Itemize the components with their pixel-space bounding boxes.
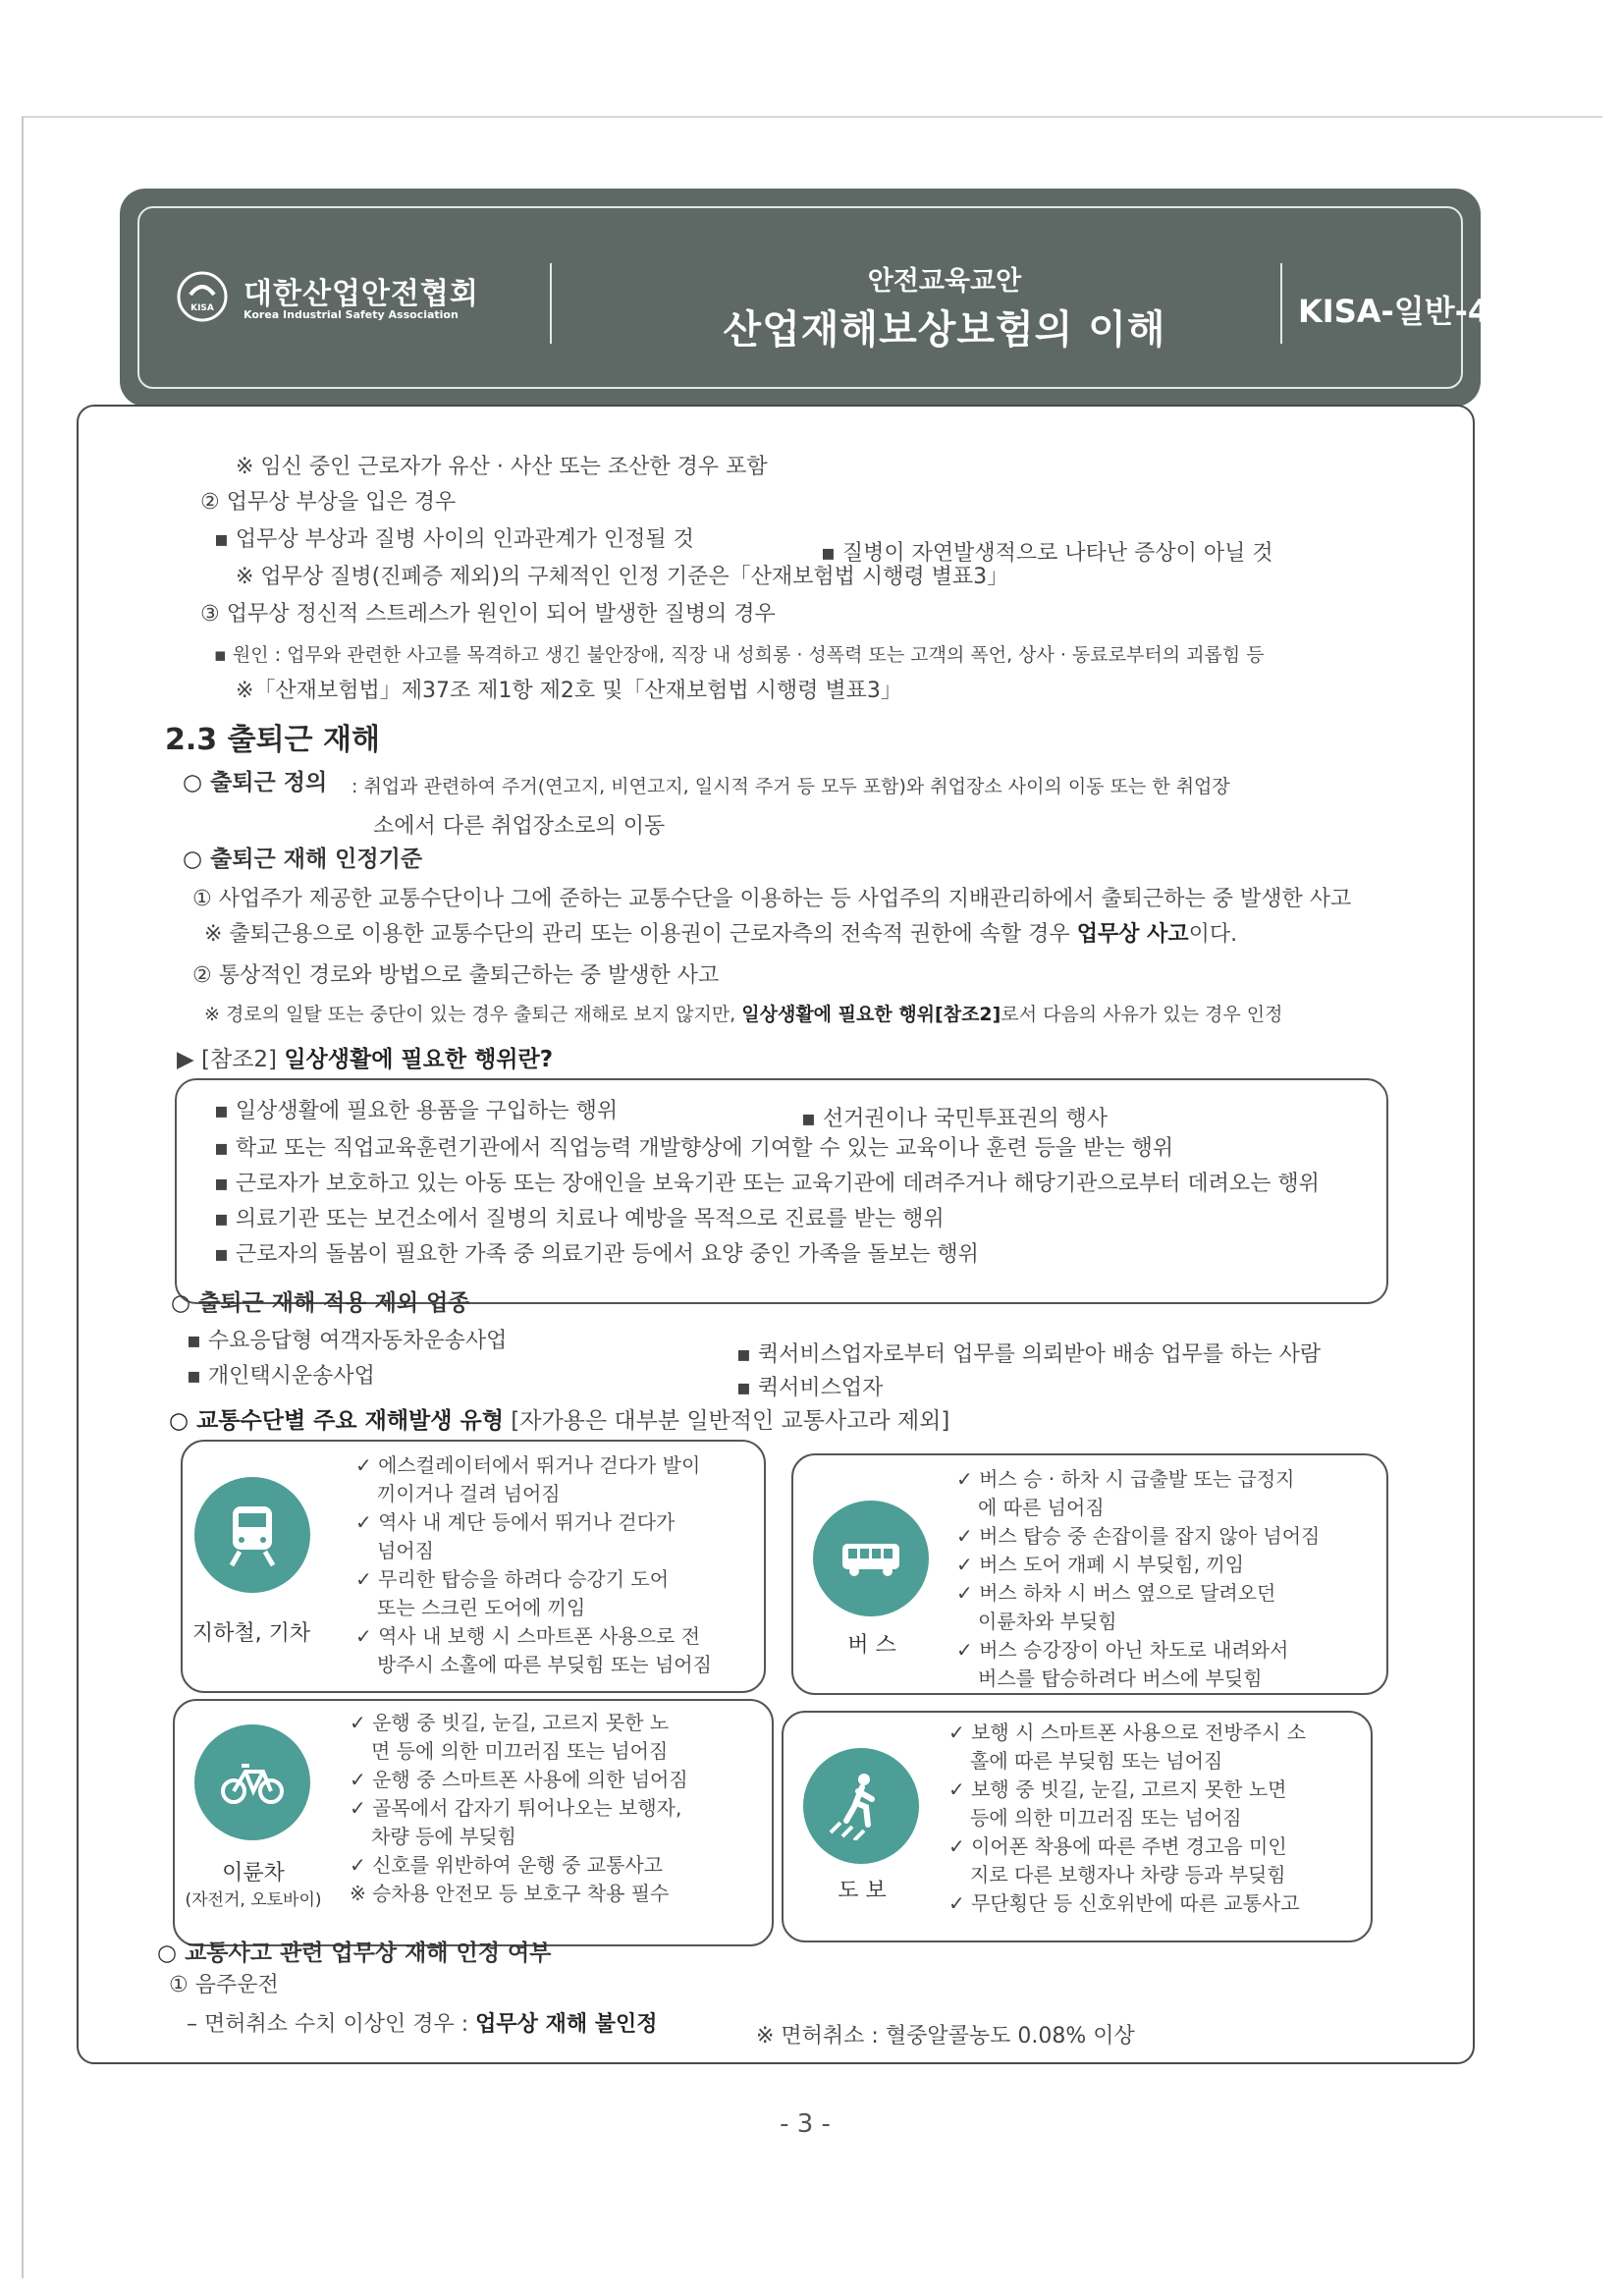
hazard-item: ✓ 에스컬레이터에서 뛰거나 걷다가 발이: [355, 1453, 701, 1477]
transport-box-bus: [791, 1453, 1388, 1695]
transport-sublabel: (자전거, 오토바이): [185, 1890, 322, 1910]
hazard-item: 넘어짐: [377, 1539, 434, 1562]
reference-item: ▪ 의료기관 또는 보건소에서 질병의 치료나 예방을 목적으로 진료를 받는 행위: [214, 1207, 945, 1231]
hazard-item: ✓ 버스 탑승 중 손잡이를 잡지 않아 넘어짐: [956, 1524, 1321, 1548]
hazard-item: ✓ 골목에서 갑자기 튀어나오는 보행자,: [350, 1796, 682, 1820]
header-divider: [550, 263, 552, 344]
reference-item: ▪ 일상생활에 필요한 용품을 구입하는 행위: [214, 1099, 619, 1123]
hazard-item: ✓ 무단횡단 등 신호위반에 따른 교통사고: [948, 1891, 1300, 1915]
note-line: ※ 업무상 질병(진폐증 제외)의 구체적인 인정 기준은「산재보험법 시행령 별표3」: [236, 565, 1009, 589]
exclusion-item: ▪ 개인택시운송사업: [187, 1364, 375, 1389]
transport-label: 이륜차: [222, 1861, 285, 1886]
reference-box: [175, 1078, 1388, 1304]
bicycle-icon-graphic: [218, 1748, 287, 1817]
bullet-line: ▪ 업무상 부상과 질병 사이의 인과관계가 인정될 것: [214, 527, 694, 552]
hazard-item: ✓ 보행 시 스마트폰 사용으로 전방주시 소: [948, 1721, 1307, 1744]
document-title: 산업재해보상보험의 이해: [723, 307, 1166, 353]
definition-label: ○ 출퇴근 정의: [183, 770, 328, 795]
transport-types-title: ○ 교통수단별 주요 재해발생 유형: [169, 1408, 504, 1434]
kisa-logo-icon: [177, 271, 228, 322]
hazard-item: ✓ 버스 승 · 하차 시 급출발 또는 급정지: [956, 1467, 1295, 1491]
hazard-item: 방주시 소홀에 따른 부딪힘 또는 넘어짐: [377, 1653, 712, 1676]
transport-box-bicycle: [173, 1699, 774, 1946]
train-icon: [194, 1477, 310, 1593]
transport-hazards: [350, 1709, 688, 1908]
criteria-note-end: 이다.: [1188, 922, 1238, 947]
transport-types-note: [자가용은 대부분 일반적인 교통사고라 제외]: [511, 1408, 950, 1434]
hazard-item: 에 따른 넘어짐: [978, 1496, 1105, 1519]
note-line: ※「산재보험법」제37조 제1항 제2호 및「산재보험법 시행령 별표3」: [236, 679, 902, 703]
bicycle-icon: [194, 1724, 310, 1840]
traffic-accident-heading: ○ 교통사고 관련 업무상 재해 인정 여부: [157, 1941, 552, 1966]
transport-label: 버 스: [847, 1633, 896, 1658]
exclusion-item: ▪ 수요응답형 여객자동차운송사업: [187, 1329, 508, 1353]
header-subtitle: 안전교육교안: [867, 266, 1022, 297]
exclusion-item: ▪ 퀵서비스업자로부터 업무를 의뢰받아 배송 업무를 하는 사람: [736, 1342, 1322, 1367]
hazard-item: ✓ 운행 중 빗길, 눈길, 고르지 못한 노: [350, 1711, 670, 1734]
hazard-item: 홀에 따른 부딪힘 또는 넘어짐: [970, 1749, 1223, 1773]
transport-types-heading: [169, 1402, 949, 1435]
hazard-item: ✓ 버스 하차 시 버스 옆으로 달려오던: [956, 1581, 1276, 1605]
criteria-heading: ○ 출퇴근 재해 인정기준: [183, 847, 423, 872]
reference-question: 일상생활에 필요한 행위란?: [284, 1047, 554, 1072]
criteria-note-text: ※ 경로의 일탈 또는 중단이 있는 경우 출퇴근 재해로 보지 않지만,: [204, 1004, 736, 1025]
hazard-item: ✓ 보행 중 빗길, 눈길, 고르지 못한 노면: [948, 1777, 1287, 1801]
criteria-item: ① 사업주가 제공한 교통수단이나 그에 준하는 교통수단을 이용하는 등 사업주의 지배관리하에서 출퇴근하는 중 발생한 사고: [192, 887, 1352, 911]
org-name-korean: 대한산업안전협회: [243, 277, 479, 311]
transport-label: 도 보: [838, 1879, 887, 1903]
exclusion-item: ▪ 퀵서비스업자: [736, 1376, 884, 1400]
hazard-item: 차량 등에 부딪힘: [371, 1825, 516, 1848]
document-code: KISA-일반-48: [1298, 293, 1512, 330]
hazard-item: ※ 승차용 안전모 등 보호구 착용 필수: [350, 1882, 670, 1905]
criteria-note: [204, 1000, 1283, 1026]
page-number: - 3 -: [780, 2109, 831, 2139]
item-line: ② 업무상 부상을 입은 경우: [200, 490, 457, 515]
kisa-logo: [177, 265, 479, 334]
train-icon-graphic: [218, 1501, 287, 1569]
hazard-item: 버스를 탑승하려다 버스에 부딪힘: [978, 1667, 1263, 1690]
hazard-item: 면 등에 의한 미끄러짐 또는 넘어짐: [371, 1739, 669, 1763]
reference-item: ▪ 근로자의 돌봄이 필요한 가족 중 의료기관 등에서 요양 중인 가족을 돌보는 행위: [214, 1242, 979, 1267]
hazard-item: 이륜차와 부딪힘: [978, 1610, 1117, 1633]
transport-hazards: [355, 1451, 712, 1679]
license-revocation-text: – 면허취소 수치 이상인 경우 :: [187, 2012, 469, 2037]
criteria-note-bold: 일상생활에 필요한 행위[참조2]: [741, 1004, 1001, 1025]
pedestrian-icon: [803, 1748, 919, 1864]
hazard-item: ✓ 무리한 탑승을 하려다 승강기 도어: [355, 1567, 670, 1591]
hazard-item: ✓ 이어폰 착용에 따른 주변 경고음 미인: [948, 1834, 1287, 1858]
exclusion-heading: ○ 출퇴근 재해 적용 제외 업종: [171, 1290, 470, 1316]
transport-box-walking: [782, 1711, 1373, 1942]
criteria-note-bold: 업무상 사고: [1076, 922, 1189, 947]
hazard-item: ✓ 신호를 위반하여 운행 중 교통사고: [350, 1853, 664, 1877]
hazard-item: ✓ 역사 내 보행 시 스마트폰 사용으로 전: [355, 1624, 701, 1648]
pedestrian-icon-graphic: [827, 1772, 895, 1840]
reference-tag: ▶ [참조2]: [177, 1047, 278, 1072]
org-name-english: Korea Industrial Safety Association: [243, 308, 459, 321]
reference-item: ▪ 선거권이나 국민투표권의 행사: [801, 1107, 1109, 1131]
header-divider: [1280, 263, 1282, 344]
hazard-item: ✓ 버스 도어 개폐 시 부딪힘, 끼임: [956, 1553, 1245, 1576]
document-header: [120, 189, 1512, 407]
hazard-item: ✓ 운행 중 스마트폰 사용에 의한 넘어짐: [350, 1768, 688, 1791]
transport-box-train: [181, 1440, 766, 1693]
criteria-item: ② 통상적인 경로와 방법으로 출퇴근하는 중 발생한 사고: [192, 963, 720, 988]
hazard-item: 지로 다른 보행자나 차량 등과 부딪힘: [970, 1863, 1286, 1886]
section-heading: 2.3 출퇴근 재해: [165, 723, 380, 757]
hazard-item: ✓ 버스 승강장이 아닌 차도로 내려와서: [956, 1638, 1289, 1662]
bus-icon: [813, 1501, 929, 1616]
reference-item: ▪ 근로자가 보호하고 있는 아동 또는 장애인을 보육기관 또는 교육기관에 데려주거나 해당기관으로부터 데려오는 행위: [214, 1172, 1320, 1196]
not-recognized-text: 업무상 재해 불인정: [475, 2012, 658, 2037]
item-line: ③ 업무상 정신적 스트레스가 원인이 되어 발생한 질병의 경우: [200, 602, 776, 627]
hazard-item: 또는 스크린 도어에 끼임: [377, 1596, 586, 1619]
bus-icon-graphic: [837, 1524, 905, 1593]
hazard-item: 끼이거나 걸려 넘어짐: [377, 1482, 561, 1505]
transport-hazards: [948, 1719, 1306, 1918]
definition-text: : 취업과 관련하여 주거(연고지, 비연고지, 일시적 주거 등 모두 포함)와 취업장소 사이의 이동 또는 한 취업장: [352, 776, 1230, 797]
hazard-item: ✓ 역사 내 계단 등에서 뛰거나 걷다가: [355, 1510, 676, 1534]
hazard-item: 등에 의한 미끄러짐 또는 넘어짐: [970, 1806, 1242, 1830]
criteria-note-text: ※ 출퇴근용으로 이용한 교통수단의 관리 또는 이용권이 근로자측의 전속적 권한에 속할 경우: [204, 922, 1070, 947]
reference-item: ▪ 학교 또는 직업교육훈련기관에서 직업능력 개발향상에 기여할 수 있는 교육이나 훈련 등을 받는 행위: [214, 1136, 1174, 1161]
transport-label: 지하철, 기차: [191, 1621, 311, 1646]
header-border: [137, 206, 1512, 389]
criteria-note: [204, 917, 1237, 948]
bullet-line: ▪ 원인 : 업무와 관련한 사고를 목격하고 생긴 불안장애, 직장 내 성희롱 · 성폭력 또는 고객의 폭언, 상사 · 동료로부터의 괴롭힘 등: [214, 644, 1265, 666]
blood-alcohol-note: ※ 면허취소 : 혈중알콜농도 0.08% 이상: [756, 2024, 1135, 2049]
note-line: ※ 임신 중인 근로자가 유산 · 사산 또는 조산한 경우 포함: [236, 455, 768, 479]
criteria-note-end: 로서 다음의 사유가 있는 경우 인정: [1001, 1004, 1283, 1025]
drunk-driving-item: ① 음주운전: [169, 1973, 279, 1997]
logo-mark-text: KISA: [190, 303, 214, 313]
bullet-line: ▪ 질병이 자연발생적으로 나타난 증상이 아닐 것: [821, 541, 1273, 566]
transport-hazards: [956, 1465, 1320, 1693]
definition-text: 소에서 다른 취업장소로의 이동: [373, 814, 666, 839]
license-revocation-line: [187, 2007, 658, 2038]
reference-title: [177, 1041, 553, 1073]
